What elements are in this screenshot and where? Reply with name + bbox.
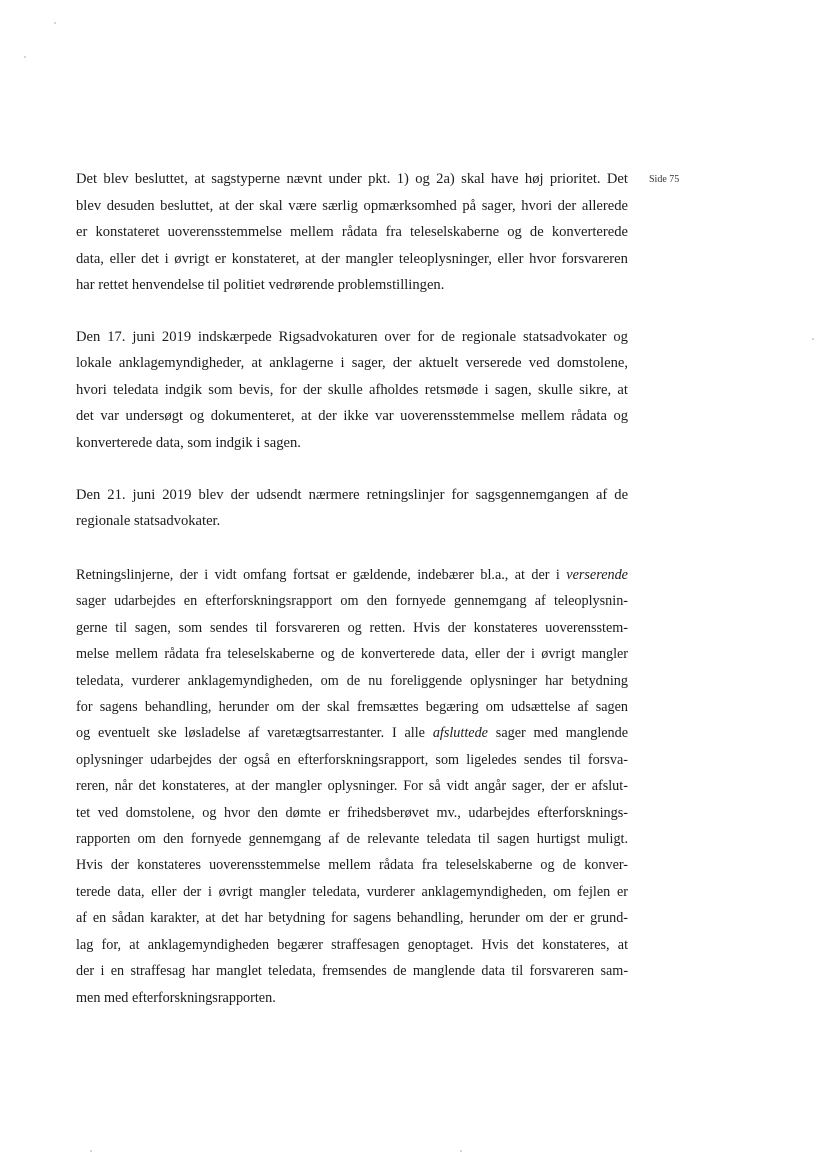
text-line: men med efterforskningsrapporten. — [76, 989, 276, 1006]
page-number: Side 75 — [649, 174, 680, 185]
text-line: terede data, eller der i øvrigt mangler teledata, vurderer anklagemyndigheden, om fejlen er — [76, 883, 628, 900]
text-line: Den 17. juni 2019 indskærpede Rigsadvokaturen over for de regionale statsadvokater og — [76, 329, 628, 345]
text-line: melse mellem rådata fra teleselskaberne og de konverterede data, eller der i øvrigt mangler — [76, 646, 629, 663]
text-line: Hvis der konstateres uoverensstemmelse mellem rådata fra teleselskaberne og de konver- — [76, 857, 629, 874]
text-line: der i en straffesag har manglet teledata, fremsendes de manglende data til forsvareren sam- — [76, 963, 629, 980]
text-line: Den 21. juni 2019 blev der udsendt nærmere retningslinjer for sagsgennemgangen af de — [76, 487, 629, 503]
paragraph-3 — [76, 482, 628, 535]
text-line: sager udarbejdes en efterforskningsrapport om den fornyede gennemgang af teleoplysnin- — [76, 593, 629, 610]
text-line: hvori teledata indgik som bevis, for der skulle afholdes retsmøde i sagen, skulle sikre, at — [76, 381, 628, 398]
text-line: blev desuden besluttet, at der skal være særlig opmærksomhed på sager, hvori der allerede — [76, 197, 629, 214]
paragraph-1 — [76, 166, 628, 299]
scan-speck — [90, 1150, 92, 1152]
paragraph-2 — [76, 324, 628, 456]
emphasis-verserende: verserende — [566, 567, 628, 583]
text-line: gerne til sagen, som sendes til forsvareren og retten. Hvis der konstateres uoverensstem- — [76, 619, 629, 636]
text-segment: og eventuelt ske løsladelse af varetægtsarrestanter. I alle — [76, 725, 433, 742]
text-line: teledata, vurderer anklagemyndigheden, om de nu foreliggende oplysninger har betydning — [76, 672, 628, 689]
text-line: rapporten om den fornyede gennemgang af de relevante teledata til sagen hurtigst muligt. — [76, 831, 629, 848]
scan-speck — [460, 1150, 462, 1152]
text-line: det var undersøgt og dokumenteret, at der ikke var uoverensstemmelse mellem rådata og — [76, 408, 629, 425]
text-line: er konstateret uoverensstemmelse mellem rådata fra teleselskaberne og de konverterede — [76, 224, 628, 241]
text-line: for sagens behandling, herunder om der skal fremsættes begæring om udsættelse af sagen — [76, 699, 629, 716]
paragraph-4 — [76, 562, 628, 1011]
text-line — [76, 720, 628, 746]
emphasis-afsluttede: afsluttede — [432, 725, 488, 742]
text-line: har rettet henvendelse til politiet vedrørende problemstillingen. — [76, 277, 445, 294]
text-line: Det blev besluttet, at sagstyperne nævnt under pkt. 1) og 2a) skal have høj prioritet. Det — [76, 171, 628, 187]
text-line: lokale anklagemyndigheder, at anklagerne i sager, der aktuelt verserede ved domstolene, — [76, 355, 628, 372]
scan-speck — [24, 56, 26, 58]
text-line: konverterede data, som indgik i sagen. — [76, 434, 301, 451]
text-line: regionale statsadvokater. — [76, 513, 221, 530]
text-segment: Retningslinjerne, der i vidt omfang fortsat er gældende, indebærer bl.a., at der i — [76, 567, 567, 583]
text-line: lag for, at anklagemyndigheden begærer straffesagen genoptaget. Hvis det konstateres, at — [76, 936, 629, 953]
text-line: data, eller det i øvrigt er konstateret, at der mangler teleoplysninger, eller hvor forsvareren — [76, 250, 628, 267]
text-line: af en sådan karakter, at det har betydning for sagens behandling, herunder om der er grund- — [76, 910, 629, 927]
text-line: tet ved domstolene, og hvor den dømte er frihedsberøvet mv., udarbejdes efterforsknings- — [76, 804, 628, 821]
text-line: reren, når det konstateres, at der mangler oplysninger. For så vidt angår sager, der er afslut- — [76, 778, 628, 795]
text-segment: sager med manglende — [487, 725, 629, 742]
scan-speck — [812, 338, 814, 340]
text-line: oplysninger udarbejdes der også en efterforskningsrapport, som ligeledes sendes til forsva- — [76, 751, 629, 768]
scan-speck — [54, 22, 56, 24]
text-line — [76, 562, 628, 588]
